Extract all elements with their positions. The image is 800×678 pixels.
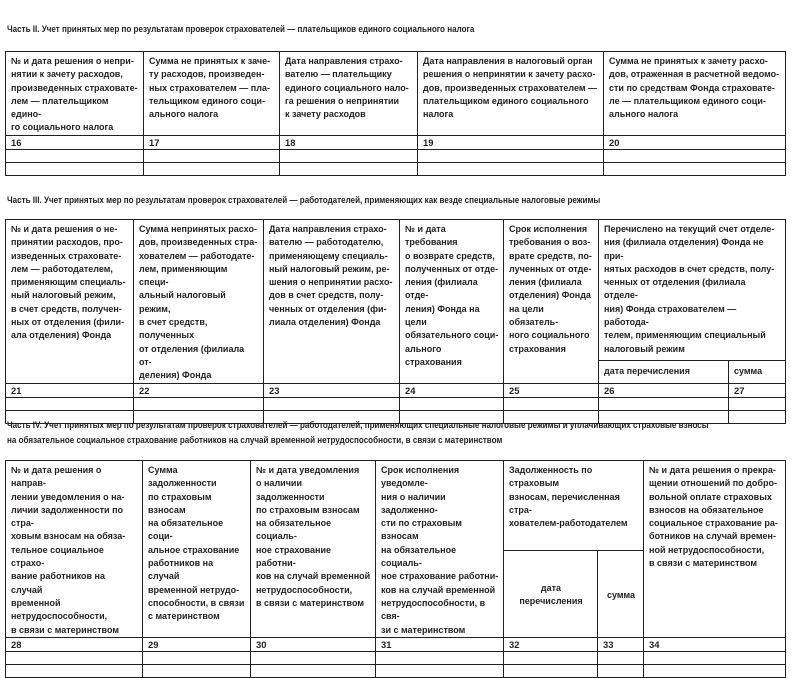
part4-title-line1: Часть IV. Учет принятых мер по результатам проверок страхователей — работодателей, применяющих специальные налоговые режимы и уплачивающих страховые взносы: [7, 419, 709, 430]
column-number: 32: [504, 637, 598, 651]
part4-title-line2: на обязательное социальное страхование работников на случай временной нетрудоспособности, в связи с материнством: [7, 434, 503, 445]
part4-header-cell: Срок исполнения уведомле- ния о наличии задолженно- сти по страховым взносам на обязательное социаль- ное страхование работни- ков на случай временной нетрудоспособности, в свя- зи с материнством: [376, 461, 504, 638]
part4-header-cell: № и дата решения о направ- лении уведомления о на- личии задолженности по стра- ховым взносам на обяза- тельное социальное страхо- вание работников на случай временной нетрудоспособности, в связи с материнством: [6, 461, 143, 638]
column-number: 26: [599, 383, 729, 397]
part2-title: Часть II. Учет принятых мер по результатам проверок страхователей — плательщиков единого социального налога: [7, 23, 475, 34]
part4-header-cell: Задолженность по страховым взносам, перечисленная стра- хователем-работодателем: [504, 461, 644, 551]
part3-header-cell: Срок исполнения требования о воз- врате средств, по- лученных от отде- ления (филиала отделения) Фонда на цели обязатель- ного социального страхования: [504, 220, 599, 384]
table-cell[interactable]: [134, 397, 264, 410]
table-row: [6, 162, 786, 175]
table-cell[interactable]: [143, 664, 251, 677]
table-row: [6, 149, 786, 162]
table-cell[interactable]: [644, 664, 786, 677]
part4-header-row: [6, 461, 786, 551]
table-cell[interactable]: [144, 162, 280, 175]
column-number: 34: [644, 637, 786, 651]
column-number: 27: [729, 383, 786, 397]
column-number: 16: [6, 135, 144, 149]
column-number: 17: [144, 135, 280, 149]
table-cell[interactable]: [504, 397, 599, 410]
column-number: 21: [6, 383, 134, 397]
table-cell[interactable]: [6, 162, 144, 175]
table-cell[interactable]: [251, 664, 376, 677]
part2-header-cell: Дата направления страхо- вателю — плательщику единого социального нало- га решения о непринятии к зачету расходов: [280, 52, 418, 136]
column-number: 20: [604, 135, 786, 149]
table-cell[interactable]: [729, 397, 786, 410]
part2-header-cell: Сумма не принятых к заче- ту расходов, произведен- ных страхователем — пла- тельщиком единого соци- ального налога: [144, 52, 280, 136]
table-cell[interactable]: [418, 149, 604, 162]
table-cell[interactable]: [604, 162, 786, 175]
subheader-sum: сумма: [598, 551, 644, 638]
part3-header-cell: Перечислено на текущий счет отделе- ния (филиала отделения) Фонда не при- нятых расходов в счет средств, полу- ченных от отделения (филиала отделе- ния) Фонда страхователем — работода- телем, применяющим специальный налоговый режим: [599, 220, 786, 361]
table-cell[interactable]: [6, 664, 143, 677]
table-cell[interactable]: [264, 397, 400, 410]
table-cell[interactable]: [604, 149, 786, 162]
part4-number-row: [6, 637, 786, 651]
part3-header-row: [6, 220, 786, 361]
part2-table: [5, 51, 786, 176]
subheader-date: дата перечисления: [599, 360, 729, 383]
column-number: 18: [280, 135, 418, 149]
table-cell[interactable]: [376, 664, 504, 677]
part3-header-cell: № и дата требования о возврате средств, полученных от отде- ления (филиала отде- ления) Фонда на цели обязательного соци- ального страхования: [400, 220, 504, 384]
table-row: [6, 651, 786, 664]
column-number: 28: [6, 637, 143, 651]
table-cell[interactable]: [251, 651, 376, 664]
subheader-date: дата перечисления: [504, 551, 598, 638]
part2-number-row: [6, 135, 786, 149]
part3-header-cell: № и дата решения о не- принятии расходов, про- изведенных страховате- лем — работодателем, применяющим специаль- ный налоговый режим, в счет средств, получен- ных от отделения (фили- ала отделения) Фонда: [6, 220, 134, 384]
part4-header-cell: № и дата уведомления о наличии задолженности по страховым взносам на обязательное социаль- ное страхование работни- ков на случай временной нетрудоспособности, в связи с материнством: [251, 461, 376, 638]
column-number: 33: [598, 637, 644, 651]
part4-header-cell: Сумма задолженности по страховым взносам на обязательное соци- альное страхование работников на случай временной нетрудо- способности, в связи с материнством: [143, 461, 251, 638]
table-cell[interactable]: [6, 397, 134, 410]
table-cell[interactable]: [504, 664, 598, 677]
table-cell[interactable]: [729, 410, 786, 423]
column-number: 19: [418, 135, 604, 149]
table-cell[interactable]: [376, 651, 504, 664]
column-number: 30: [251, 637, 376, 651]
table-cell[interactable]: [598, 664, 644, 677]
table-cell[interactable]: [644, 651, 786, 664]
column-number: 31: [376, 637, 504, 651]
table-row: [6, 664, 786, 677]
table-cell[interactable]: [280, 149, 418, 162]
part3-table: [5, 219, 786, 424]
table-cell[interactable]: [144, 149, 280, 162]
column-number: 25: [504, 383, 599, 397]
table-cell[interactable]: [6, 149, 144, 162]
column-number: 24: [400, 383, 504, 397]
part3-header-cell: Дата направления страхо- вателю — работодателю, применяющему специаль- ный налоговый режим, ре- шения о непринятии расхо- дов в счет средств, полу- ченных от отделения (фи- лиала отделения) Фонда: [264, 220, 400, 384]
subheader-sum: сумма: [729, 360, 786, 383]
part4-table: [5, 460, 786, 678]
part3-number-row: [6, 383, 786, 397]
table-row: [6, 397, 786, 410]
column-number: 29: [143, 637, 251, 651]
table-cell[interactable]: [400, 397, 504, 410]
part3-title: Часть III. Учет принятых мер по результатам проверок страхователей — работодателей, применяющих как везде специальные налоговые режимы: [7, 194, 601, 205]
part2-header-row: [6, 52, 786, 136]
column-number: 23: [264, 383, 400, 397]
part2-header-cell: Сумма не принятых к зачету расхо- дов, отраженная в расчетной ведомо- сти по средствам Фонда страховате- ле — плательщиком единого соци- ального налога: [604, 52, 786, 136]
part3-header-cell: Сумма непринятых расхо- дов, произведенных стра- хователем — работодате- лем, применяющим специ- альный налоговый режим, в счет средств, полученных от отделения (филиала от- деления) Фонда: [134, 220, 264, 384]
table-cell[interactable]: [280, 162, 418, 175]
part2-header-cell: № и дата решения о непри- нятии к зачету расходов, произведенных страховате- лем — плательщиком едино- го социального налога: [6, 52, 144, 136]
table-cell[interactable]: [598, 651, 644, 664]
part4-header-cell: № и дата решения о прекра- щении отношений по добро- вольной оплате страховых взносов на обязательное социальное страхование ра- ботников на случай времен- ной нетрудоспособности, в связи с материнством: [644, 461, 786, 638]
table-cell[interactable]: [418, 162, 604, 175]
table-cell[interactable]: [504, 651, 598, 664]
column-number: 22: [134, 383, 264, 397]
table-cell[interactable]: [6, 651, 143, 664]
part2-header-cell: Дата направления в налоговый орган решения о непринятии к зачету расхо- дов, произведенных страхователем — плательщиком единого социального налога: [418, 52, 604, 136]
table-cell[interactable]: [143, 651, 251, 664]
table-cell[interactable]: [599, 397, 729, 410]
